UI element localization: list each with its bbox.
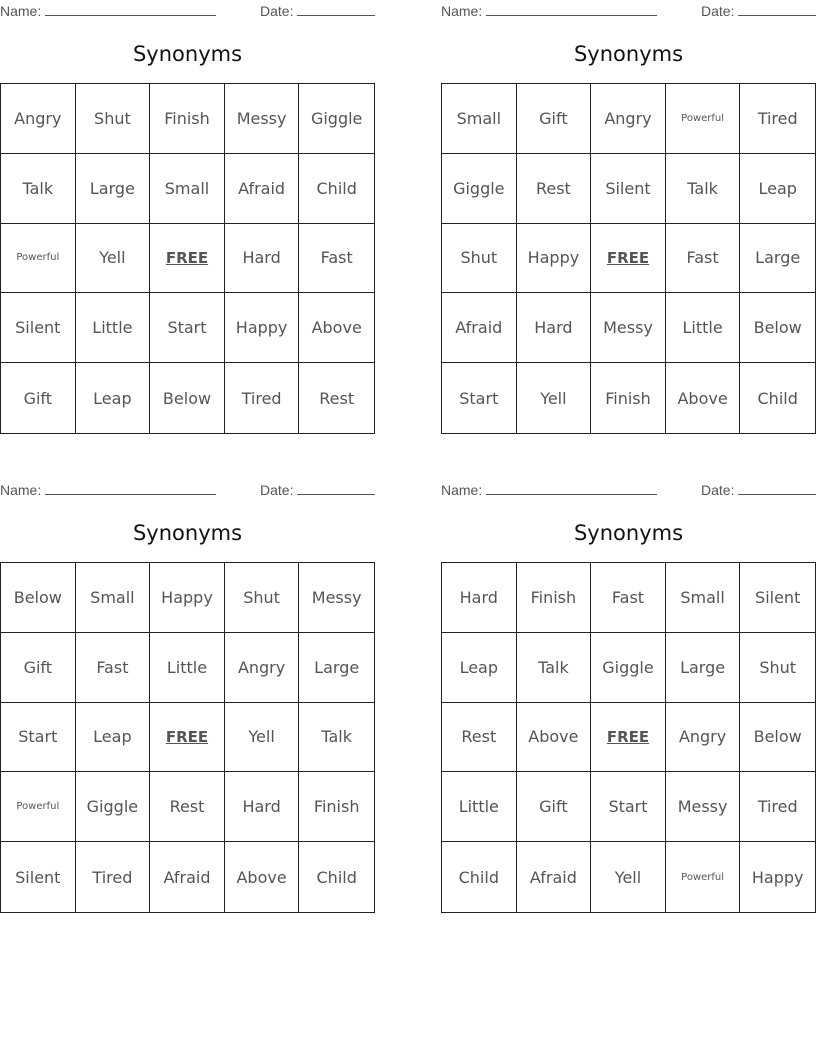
bingo-cell: Leap [740, 154, 815, 224]
bingo-cell: Silent [1, 842, 76, 912]
bingo-cell: Giggle [299, 84, 374, 154]
name-blank-line [45, 2, 216, 16]
bingo-cell: Above [666, 363, 741, 433]
date-field [701, 481, 816, 498]
bingo-cell: Giggle [591, 633, 666, 703]
bingo-grid [0, 562, 375, 913]
bingo-cell: Powerful [1, 772, 76, 842]
bingo-cell: Gift [1, 363, 76, 433]
card-title: Synonyms [573, 42, 684, 66]
card-title: Synonyms [573, 521, 684, 545]
bingo-grid [441, 562, 816, 913]
bingo-cell: Yell [225, 703, 300, 773]
free-space-cell: FREE [150, 224, 225, 294]
bingo-cell: Powerful [1, 224, 76, 294]
name-blank-line [486, 2, 657, 16]
bingo-cell: Silent [1, 293, 76, 363]
name-label: Name: [0, 482, 42, 498]
bingo-cell: Happy [517, 224, 592, 294]
bingo-cell: Rest [517, 154, 592, 224]
bingo-cell: Leap [76, 703, 151, 773]
card-header [441, 0, 816, 22]
free-space-cell: FREE [591, 224, 666, 294]
bingo-cell: Start [442, 363, 517, 433]
bingo-cell: Below [1, 563, 76, 633]
bingo-cell: Little [666, 293, 741, 363]
bingo-cell: Shut [225, 563, 300, 633]
bingo-cell: Child [442, 842, 517, 912]
bingo-cell: Large [740, 224, 815, 294]
bingo-cell: Shut [442, 224, 517, 294]
bingo-cell: Afraid [150, 842, 225, 912]
bingo-cell: Yell [517, 363, 592, 433]
name-blank-line [45, 481, 216, 495]
bingo-cell: Start [150, 293, 225, 363]
bingo-cell: Afraid [225, 154, 300, 224]
bingo-cell: Happy [225, 293, 300, 363]
date-blank-line [297, 481, 375, 495]
bingo-cell: Below [740, 703, 815, 773]
bingo-cell: Hard [225, 224, 300, 294]
bingo-cell: Silent [591, 154, 666, 224]
bingo-card-2 [441, 0, 816, 440]
bingo-cell: Messy [591, 293, 666, 363]
bingo-cell: Powerful [666, 84, 741, 154]
bingo-cell: Small [666, 563, 741, 633]
bingo-cell: Rest [319, 388, 355, 408]
name-field [441, 2, 657, 19]
bingo-cell: Messy [666, 772, 741, 842]
card-header [0, 0, 375, 22]
bingo-cell: Silent [740, 563, 815, 633]
name-label: Name: [441, 3, 483, 19]
free-space-cell: FREE [150, 703, 225, 773]
date-blank-line [738, 481, 816, 495]
name-field [0, 2, 216, 19]
bingo-cell: Giggle [442, 154, 517, 224]
bingo-cell: Fast [76, 633, 151, 703]
bingo-cell: Little [442, 772, 517, 842]
bingo-cell: Child [299, 154, 374, 224]
name-blank-line [486, 481, 657, 495]
date-field [260, 481, 375, 498]
bingo-cell: Hard [517, 293, 592, 363]
bingo-cell: Start [1, 703, 76, 773]
date-label: Date: [701, 3, 735, 19]
bingo-cell: Gift [517, 772, 592, 842]
bingo-cell: Little [150, 633, 225, 703]
bingo-cell: Hard [225, 772, 300, 842]
bingo-cell: Finish [517, 563, 592, 633]
name-label: Name: [441, 482, 483, 498]
bingo-cell: Giggle [76, 772, 151, 842]
bingo-cell: Finish [299, 772, 374, 842]
bingo-card-4 [441, 479, 816, 919]
bingo-cell: Above [299, 293, 374, 363]
bingo-cell: Tired [740, 84, 815, 154]
bingo-cell: Above [517, 703, 592, 773]
bingo-card-1 [0, 0, 375, 440]
bingo-cell: Gift [517, 84, 592, 154]
card-title: Synonyms [132, 42, 243, 66]
bingo-cell: Large [299, 633, 374, 703]
bingo-card-3 [0, 479, 375, 919]
bingo-cell: Small [442, 84, 517, 154]
bingo-cell: Angry [666, 703, 741, 773]
bingo-cell: Child [757, 388, 798, 408]
bingo-cell: Talk [1, 154, 76, 224]
date-blank-line [738, 2, 816, 16]
bingo-cell: Messy [225, 84, 300, 154]
bingo-cell: Powerful [666, 842, 741, 912]
name-label: Name: [0, 3, 42, 19]
bingo-cell: Start [591, 772, 666, 842]
bingo-grid [441, 83, 816, 434]
bingo-cell: Rest [442, 703, 517, 773]
bingo-cell: Angry [225, 633, 300, 703]
bingo-cell: Large [76, 154, 151, 224]
bingo-cell: Finish [591, 363, 666, 433]
name-field [0, 481, 216, 498]
bingo-cell: Talk [666, 154, 741, 224]
bingo-cell: Below [740, 293, 815, 363]
date-field [701, 2, 816, 19]
bingo-cell: Below [150, 363, 225, 433]
bingo-cell: Shut [740, 633, 815, 703]
bingo-cell: Leap [76, 363, 151, 433]
bingo-cell: Large [666, 633, 741, 703]
bingo-cell: Shut [76, 84, 151, 154]
bingo-cell: Angry [1, 84, 76, 154]
card-header [0, 479, 375, 501]
bingo-cell: Leap [442, 633, 517, 703]
date-field [260, 2, 375, 19]
date-label: Date: [701, 482, 735, 498]
bingo-cell: Small [150, 154, 225, 224]
bingo-cell: Fast [299, 224, 374, 294]
bingo-cell: Gift [1, 633, 76, 703]
bingo-cell: Afraid [442, 293, 517, 363]
free-space-cell: FREE [591, 703, 666, 773]
bingo-cell: Tired [740, 772, 815, 842]
bingo-cell: Fast [591, 563, 666, 633]
bingo-cell: Child [316, 867, 357, 887]
bingo-cell: Angry [591, 84, 666, 154]
date-blank-line [297, 2, 375, 16]
bingo-cell: Happy [751, 867, 804, 887]
bingo-cell: Talk [299, 703, 374, 773]
bingo-cell: Above [225, 842, 300, 912]
card-header [441, 479, 816, 501]
bingo-cell: Little [76, 293, 151, 363]
bingo-grid [0, 83, 375, 434]
bingo-cell: Fast [666, 224, 741, 294]
bingo-cell: Rest [150, 772, 225, 842]
name-field [441, 481, 657, 498]
bingo-cell: Talk [517, 633, 592, 703]
bingo-cell: Finish [150, 84, 225, 154]
bingo-cell: Happy [150, 563, 225, 633]
bingo-cell: Tired [76, 842, 151, 912]
bingo-cell: Afraid [517, 842, 592, 912]
bingo-cell: Messy [299, 563, 374, 633]
bingo-cell: Yell [591, 842, 666, 912]
date-label: Date: [260, 482, 294, 498]
date-label: Date: [260, 3, 294, 19]
bingo-cell: Yell [76, 224, 151, 294]
card-title: Synonyms [132, 521, 243, 545]
bingo-cell: Small [76, 563, 151, 633]
bingo-cell: Hard [442, 563, 517, 633]
bingo-cell: Tired [225, 363, 300, 433]
